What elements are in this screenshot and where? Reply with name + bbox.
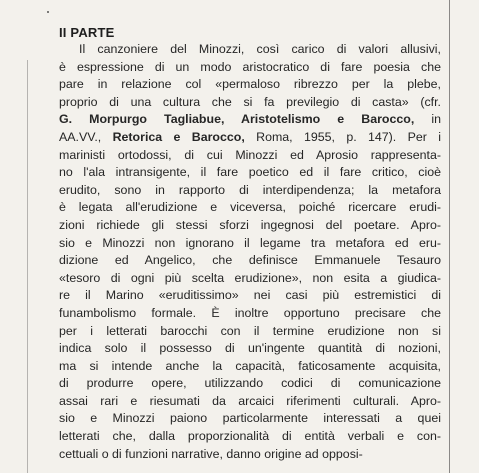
- text-segment: di produrre opere, utilizzando codici di comunicazione: [59, 376, 441, 391]
- text-segment: cettuali o di funzioni narrative, danno origine ad opposi-: [59, 446, 363, 461]
- text-segment: funambolismo formale. È inoltre opportuno precisare che: [59, 305, 441, 320]
- text-segment: proprio di una cultura che si fa previlegio di casta» (cfr.: [59, 94, 441, 109]
- text-segment: marinisti ortodossi, di cui Minozzi ed Aprosio rappresenta-: [59, 147, 441, 162]
- text-segment: «tesoro di ogni più scelta erudizione», non esita a giudica-: [59, 270, 441, 285]
- text-line: [59, 358, 441, 376]
- text-segment: ma si intende anche la capacità, faticosamente acquisita,: [59, 358, 441, 373]
- left-margin-rule: [27, 60, 28, 473]
- text-segment: sio e Minozzi non ignorano il legame tra metafora ed eru-: [59, 235, 441, 250]
- text-line: [59, 270, 441, 288]
- text-line: [59, 129, 441, 147]
- text-line: [59, 287, 441, 305]
- text-segment: pare in relazione col «permaloso ribrezzo per la plebe,: [59, 77, 441, 92]
- text-line: [59, 252, 441, 270]
- text-line: [59, 217, 441, 235]
- text-line: [59, 428, 441, 446]
- text-line: [59, 323, 441, 341]
- text-line: [59, 340, 441, 358]
- margin-dot: [47, 11, 49, 13]
- text-segment: no l'ala intransigente, il fare poetico ed il fare critico, cioè: [59, 165, 441, 180]
- text-segment: letterati che, dalla proporzionalità di entità verbali e con-: [59, 429, 441, 444]
- text-line: [59, 147, 441, 165]
- text-line: [59, 410, 441, 428]
- text-line: [59, 94, 441, 112]
- text-line: [59, 235, 441, 253]
- text-segment: è legata all'erudizione e viceversa, poiché ricercare erudi-: [59, 200, 441, 215]
- bold-citation: G. Morpurgo Tagliabue, Aristotelismo e Barocco,: [59, 112, 415, 127]
- text-segment: dizione ed Angelico, che definisce Emmanuele Tesauro: [59, 253, 441, 268]
- text-segment: erudito, sono in rapporto di interdipendenza; la metafora: [59, 182, 441, 197]
- text-segment: assai rari e riesumati da arcaici riferimenti culturali. Apro-: [59, 393, 441, 408]
- body-paragraph: [59, 41, 441, 463]
- right-margin-rule: [449, 0, 450, 473]
- text-segment: per i letterati barocchi con il termine erudizione non si: [59, 323, 441, 338]
- bold-citation: Retorica e Barocco,: [112, 129, 245, 144]
- text-segment: Il canzoniere del Minozzi, così carico di valori allusivi,: [79, 42, 441, 56]
- text-line: [59, 41, 441, 59]
- text-segment: Roma, 1955, p. 147). Per i: [244, 129, 441, 144]
- section-heading: II PARTE: [59, 25, 115, 40]
- text-column: [59, 24, 441, 463]
- text-line: [59, 164, 441, 182]
- text-line: [59, 446, 441, 464]
- text-segment: è espressione di un modo aristocratico di fare poesia che: [59, 59, 441, 74]
- text-line: [59, 393, 441, 411]
- text-segment: zioni richiede gli stessi sforzi ingegnosi del poetare. Apro-: [59, 217, 441, 232]
- text-segment: AA.VV.,: [59, 129, 113, 144]
- text-line: [59, 182, 441, 200]
- text-line: [59, 199, 441, 217]
- text-segment: re il Marino «eruditissimo» nei casi più estremistici di: [59, 288, 441, 303]
- text-line: [59, 76, 441, 94]
- text-line: [59, 305, 441, 323]
- text-segment: sio e Minozzi paiono particolarmente interessati a quei: [59, 411, 441, 426]
- text-line: [59, 111, 441, 129]
- text-segment: in: [414, 112, 442, 127]
- text-segment: indica solo il possesso di un'ingente quantità di nozioni,: [59, 341, 441, 356]
- text-line: [59, 59, 441, 77]
- text-line: [59, 375, 441, 393]
